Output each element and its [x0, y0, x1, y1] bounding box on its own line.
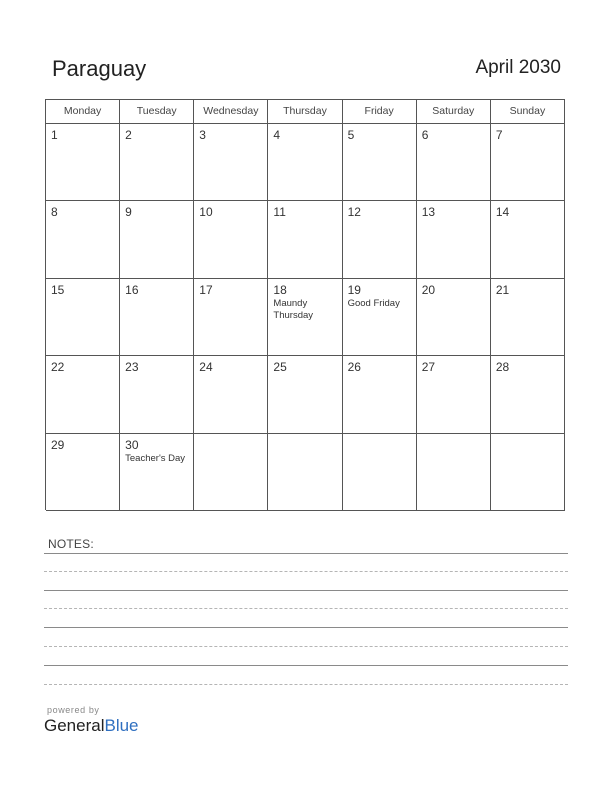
day-cell: [46, 279, 120, 356]
day-cell: [491, 279, 565, 356]
day-cell: [194, 201, 268, 278]
holiday-label: Maundy Thursday: [273, 297, 314, 321]
day-number: 9: [125, 205, 132, 220]
month-title: April 2030: [475, 57, 561, 78]
day-cell: [417, 356, 491, 433]
day-number: 24: [199, 360, 213, 375]
powered-by-text: powered by: [47, 705, 100, 715]
weekday-header: Wednesday: [194, 100, 268, 124]
day-number: 20: [421, 282, 436, 297]
day-number: 25: [273, 360, 287, 375]
day-number: 2: [125, 128, 132, 142]
day-number: 11: [273, 205, 286, 220]
day-number: 12: [347, 205, 361, 220]
day-cell: [268, 201, 342, 278]
day-cell: [120, 201, 194, 278]
notes-line: [44, 665, 568, 666]
day-cell: [46, 356, 120, 433]
day-number: 18: [273, 282, 287, 297]
day-number: 14: [495, 205, 510, 220]
notes-line: [44, 627, 568, 628]
day-cell: [46, 201, 120, 278]
day-number: 8: [51, 205, 58, 220]
day-cell: [491, 356, 565, 433]
day-number: 3: [199, 128, 206, 142]
day-cell: [343, 279, 417, 356]
day-cell: [268, 124, 342, 201]
notes-line: [44, 684, 568, 685]
day-cell: [491, 434, 565, 511]
day-number: 17: [199, 282, 213, 297]
day-cell: [120, 434, 194, 511]
day-cell: [343, 356, 417, 433]
day-grid: [46, 124, 565, 511]
brand-general: General: [44, 716, 105, 735]
day-cell: [194, 124, 268, 201]
holiday-label: Good Friday: [347, 297, 400, 309]
day-cell: [120, 356, 194, 433]
day-cell: [268, 356, 342, 433]
day-cell: [194, 279, 268, 356]
day-cell: [46, 434, 120, 511]
notes-label: NOTES:: [48, 537, 94, 551]
notes-line: [44, 571, 568, 572]
weekday-header: Thursday: [268, 100, 342, 124]
weekday-header: Sunday: [491, 100, 565, 124]
day-number: 27: [421, 360, 436, 375]
notes-line: [44, 553, 568, 554]
day-number: 29: [51, 437, 65, 452]
notes-line: [44, 646, 568, 647]
day-number: 23: [125, 360, 139, 375]
day-number: 13: [421, 205, 436, 220]
holiday-label: Teacher's Day: [125, 452, 186, 464]
day-cell: [343, 201, 417, 278]
day-number: 28: [495, 360, 510, 375]
weekday-header: Monday: [46, 100, 120, 124]
day-cell: [417, 124, 491, 201]
day-number: 1: [51, 128, 58, 142]
day-cell: [194, 434, 268, 511]
day-cell: [268, 434, 342, 511]
day-cell: [491, 124, 565, 201]
weekday-header: Saturday: [417, 100, 491, 124]
day-number: 10: [199, 205, 213, 220]
day-cell: [268, 279, 342, 356]
day-number: 19: [347, 282, 361, 297]
day-number: 26: [347, 360, 361, 375]
day-number: 5: [347, 128, 355, 142]
day-number: 16: [125, 282, 139, 297]
calendar-grid: [45, 99, 565, 510]
day-number: 22: [51, 360, 65, 375]
day-cell: [194, 356, 268, 433]
day-number: 15: [51, 282, 65, 297]
day-number: 30: [125, 437, 139, 452]
day-number: 4: [273, 128, 281, 142]
day-cell: [417, 279, 491, 356]
country-title: Paraguay: [52, 56, 147, 81]
day-cell: [343, 434, 417, 511]
day-number: 6: [421, 128, 429, 142]
weekday-header-row: [46, 100, 565, 124]
day-number: 21: [495, 282, 510, 297]
weekday-header: Friday: [343, 100, 417, 124]
brand-blue: Blue: [104, 716, 139, 735]
day-cell: [46, 124, 120, 201]
day-number: 7: [495, 128, 503, 142]
brand-logo: [44, 716, 139, 736]
day-cell: [343, 124, 417, 201]
notes-line: [44, 608, 568, 609]
notes-line: [44, 590, 568, 591]
day-cell: [417, 201, 491, 278]
day-cell: [120, 124, 194, 201]
day-cell: [417, 434, 491, 511]
day-cell: [491, 201, 565, 278]
weekday-header: Tuesday: [120, 100, 194, 124]
day-cell: [120, 279, 194, 356]
